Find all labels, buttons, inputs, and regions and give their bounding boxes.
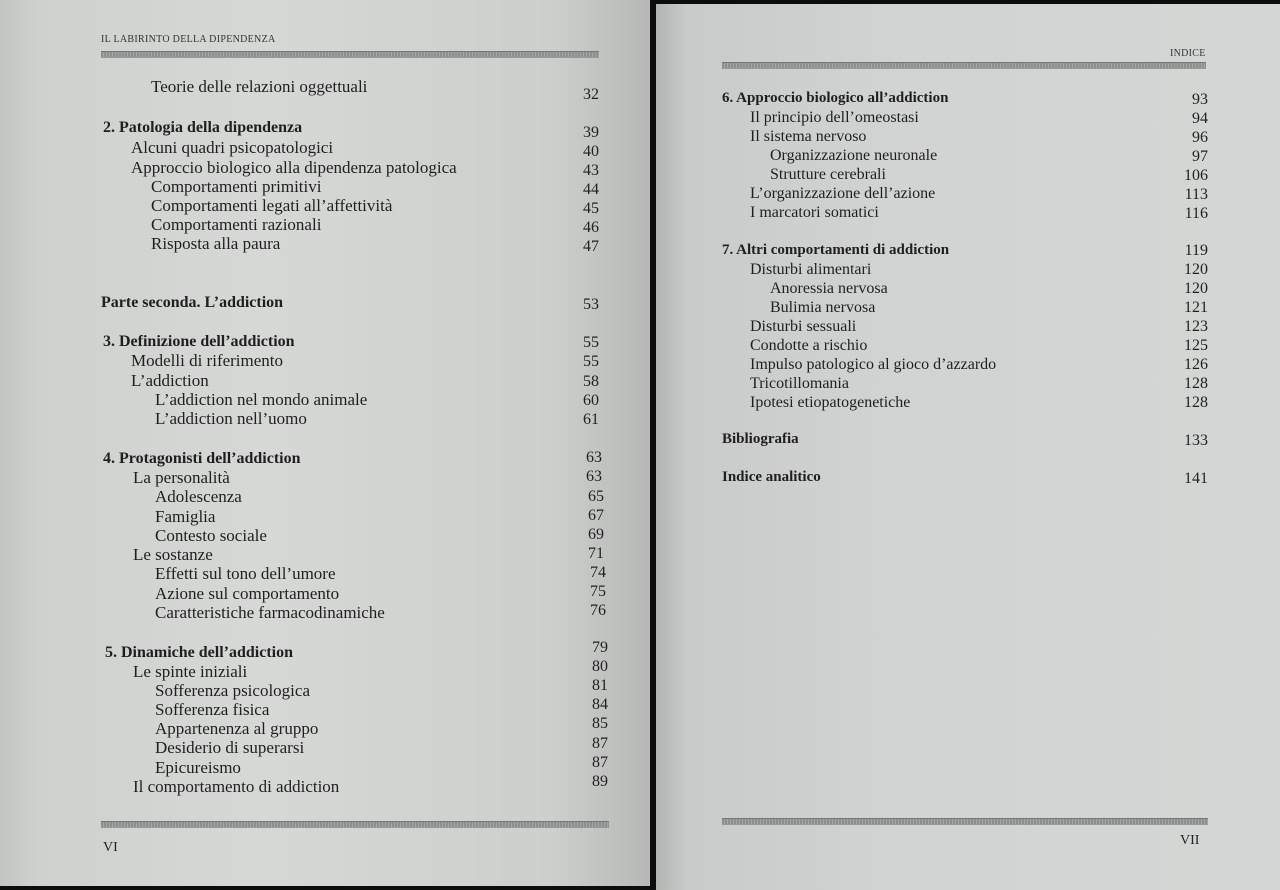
toc-page: 74 [590,564,606,581]
toc-entry: Il comportamento di addiction [133,777,340,796]
toc-entry: Teorie delle relazioni oggettuali [151,77,368,96]
toc-entry: La personalità [133,468,230,487]
header-rule [722,62,1206,69]
toc-page: 32 [583,86,599,103]
toc-entry: Il sistema nervoso [750,128,867,145]
toc-page: 87 [592,754,608,771]
toc-page: 76 [590,602,606,619]
toc-entry: Il principio dell’omeostasi [750,109,919,126]
section-title: Indice analitico [722,469,821,485]
toc-page: 55 [583,334,599,351]
right-page [656,4,1280,890]
toc-page: 71 [588,545,604,562]
toc-page: 116 [1184,205,1208,222]
toc-page: 75 [590,583,606,600]
toc-page: 65 [588,488,604,505]
toc-entry: Disturbi sessuali [750,318,857,335]
toc-page: 126 [1184,356,1208,373]
toc-page: 89 [592,773,608,790]
running-head: INDICE [1170,48,1206,59]
toc-entry: Effetti sul tono dell’umore [155,564,336,583]
toc-entry: Organizzazione neuronale [770,147,938,164]
toc-entry: Comportamenti legati all’affettività [151,196,393,215]
part-title: Parte seconda. L’addiction [101,294,284,311]
toc-page: 47 [583,238,599,255]
toc-page: 120 [1184,280,1208,297]
chapter-title: 3. Definizione dell’addiction [103,333,295,350]
toc-entry: Adolescenza [155,487,242,506]
toc-page: 55 [583,353,599,370]
toc-page: 67 [588,507,604,524]
toc-entry: Strutture cerebrali [770,166,886,183]
toc-page: 106 [1184,167,1208,184]
chapter-title: 4. Protagonisti dell’addiction [103,450,301,467]
toc-entry: Sofferenza fisica [155,700,270,719]
toc-entry: I marcatori somatici [750,204,879,221]
toc-page: 84 [592,696,608,713]
toc-page: 93 [1192,91,1208,108]
toc-page: 58 [583,373,599,390]
toc-entry: Bulimia nervosa [770,299,876,316]
toc-page: 63 [586,449,602,466]
toc-page: 128 [1184,394,1208,411]
toc-entry: Famiglia [155,507,216,526]
toc-page: 53 [583,296,599,313]
toc-entry: Modelli di riferimento [131,351,284,370]
toc-page: 61 [583,411,599,428]
toc-entry: Le spinte iniziali [133,662,248,681]
toc-page: 44 [583,181,599,198]
toc-entry: Sofferenza psicologica [155,681,310,700]
chapter-title: 5. Dinamiche dell’addiction [105,644,294,661]
toc-entry: Ipotesi etiopatogenetiche [750,394,911,411]
toc-entry: Caratteristiche farmacodinamiche [155,603,385,622]
toc-page: 80 [592,658,608,675]
toc-page: 87 [592,735,608,752]
page-number: VI [103,840,118,855]
toc-page: 46 [583,219,599,236]
toc-page: 40 [583,143,599,160]
toc-entry: Disturbi alimentari [750,261,872,278]
toc-entry: Comportamenti primitivi [151,177,322,196]
toc-entry: Azione sul comportamento [155,584,340,603]
toc-page: 60 [583,392,599,409]
toc-page: 45 [583,200,599,217]
section-title: Bibliografia [722,431,799,447]
toc-page: 81 [592,677,608,694]
toc-entry: L’organizzazione dell’azione [750,185,936,202]
toc-page: 113 [1184,186,1208,203]
chapter-title: 7. Altri comportamenti di addiction [722,242,950,258]
toc-page: 39 [583,124,599,141]
toc-entry: Condotte a rischio [750,337,868,354]
footer-rule [722,818,1208,825]
toc-entry: L’addiction nel mondo animale [155,390,368,409]
toc-page: 97 [1192,148,1208,165]
toc-entry: Contesto sociale [155,526,267,545]
toc-page: 43 [583,162,599,179]
toc-page: 85 [592,715,608,732]
footer-rule [101,821,609,828]
toc-entry: Epicureismo [155,758,241,777]
toc-entry: Anoressia nervosa [770,280,888,297]
toc-entry: Comportamenti razionali [151,215,322,234]
chapter-title: 6. Approccio biologico all’addiction [722,90,949,106]
toc-entry: Alcuni quadri psicopatologici [131,138,334,157]
toc-entry: Risposta alla paura [151,234,281,253]
toc-entry: Approccio biologico alla dipendenza patologica [131,158,457,177]
toc-page: 96 [1192,129,1208,146]
toc-page: 128 [1184,375,1208,392]
toc-entry: Le sostanze [133,545,213,564]
toc-page: 94 [1192,110,1208,127]
toc-entry: Tricotillomania [750,375,849,392]
toc-page: 120 [1184,261,1208,278]
toc-entry: Appartenenza al gruppo [155,719,319,738]
toc-page: 79 [592,639,608,656]
page-number: VII [1180,833,1200,848]
chapter-title: 2. Patologia della dipendenza [103,119,303,136]
toc-page: 63 [586,468,602,485]
toc-page: 121 [1184,299,1208,316]
toc-page: 119 [1184,242,1208,259]
toc-page: 69 [588,526,604,543]
toc-entry: L’addiction [131,371,209,390]
toc-page: 141 [1184,470,1208,487]
header-rule [101,51,599,58]
toc-page: 133 [1184,432,1208,449]
toc-page: 123 [1184,318,1208,335]
running-head: IL LABIRINTO DELLA DIPENDENZA [101,34,276,45]
toc-entry: L’addiction nell’uomo [155,409,307,428]
toc-page: 125 [1184,337,1208,354]
toc-entry: Desiderio di superarsi [155,738,305,757]
toc-entry: Impulso patologico al gioco d’azzardo [750,356,997,373]
